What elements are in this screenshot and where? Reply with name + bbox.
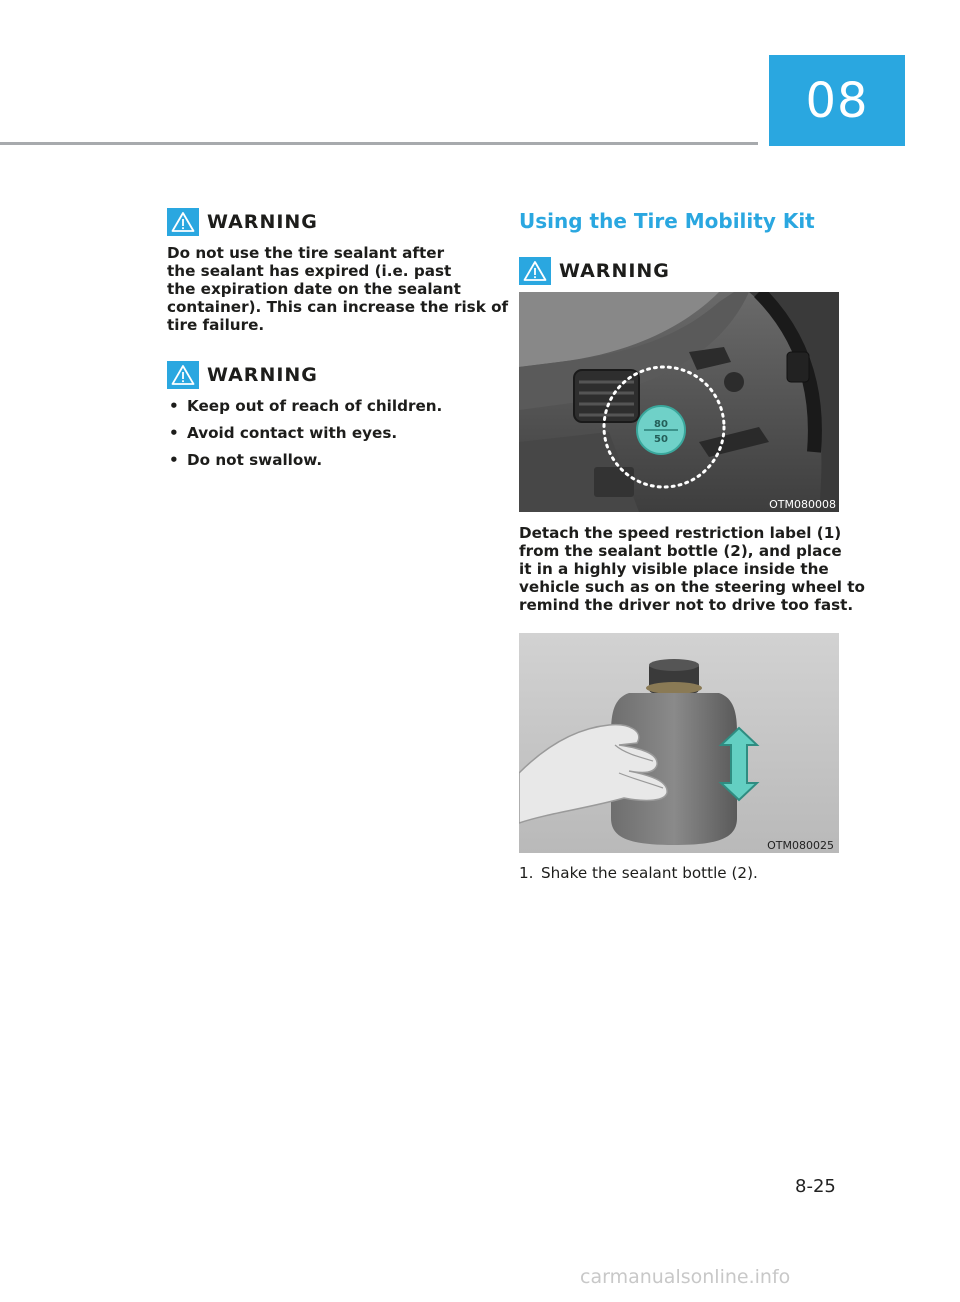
text-line: it in a highly visible place inside the [519,560,829,578]
speed-label-top: 80 [654,419,668,430]
text-line: the sealant has expired (i.e. past [167,262,452,280]
text-line: from the sealant bottle (2), and place [519,542,842,560]
text-line: Detach the speed restriction label (1) [519,524,842,542]
warning-title: WARNING [207,211,318,233]
text-line: Do not use the tire sealant after [167,244,445,262]
figure-code: OTM080008 [769,498,836,511]
warning-2-list [167,397,442,478]
section-title: Using the Tire Mobility Kit [519,209,815,233]
chapter-tab [769,55,905,146]
page-number: 8-25 [795,1176,836,1197]
warning-triangle-icon [519,257,551,285]
figure-code: OTM080025 [767,839,834,852]
list-item: • Keep out of reach of children. [167,397,442,415]
text-line: remind the driver not to drive too fast. [519,596,854,614]
text-line: the expiration date on the sealant [167,280,461,298]
warning-heading-3 [519,257,670,285]
text-line: tire failure. [167,316,265,334]
figure-dashboard-speed-label [519,292,839,512]
step-1 [519,864,758,882]
warning-heading-2 [167,361,318,389]
warning-heading-1 [167,208,318,236]
list-item: • Do not swallow. [167,451,442,469]
figure-shake-bottle [519,633,839,853]
text-line: vehicle such as on the steering wheel to [519,578,865,596]
step-number: 1. [519,864,534,882]
warning-1-text [167,244,508,334]
chapter-number: 08 [805,72,869,129]
bottle-illustration [519,633,839,853]
warning-triangle-icon [167,208,199,236]
figure-caption [519,524,865,614]
watermark: carmanualsonline.info [580,1266,791,1288]
dashboard-illustration [519,292,839,512]
warning-title: WARNING [559,260,670,282]
text-line: container). This can increase the risk of [167,298,509,316]
header-rule [0,142,758,145]
speed-label-bottom: 50 [654,434,668,445]
list-item: • Avoid contact with eyes. [167,424,442,442]
step-text: Shake the sealant bottle (2). [541,864,758,882]
warning-title: WARNING [207,364,318,386]
warning-triangle-icon [167,361,199,389]
